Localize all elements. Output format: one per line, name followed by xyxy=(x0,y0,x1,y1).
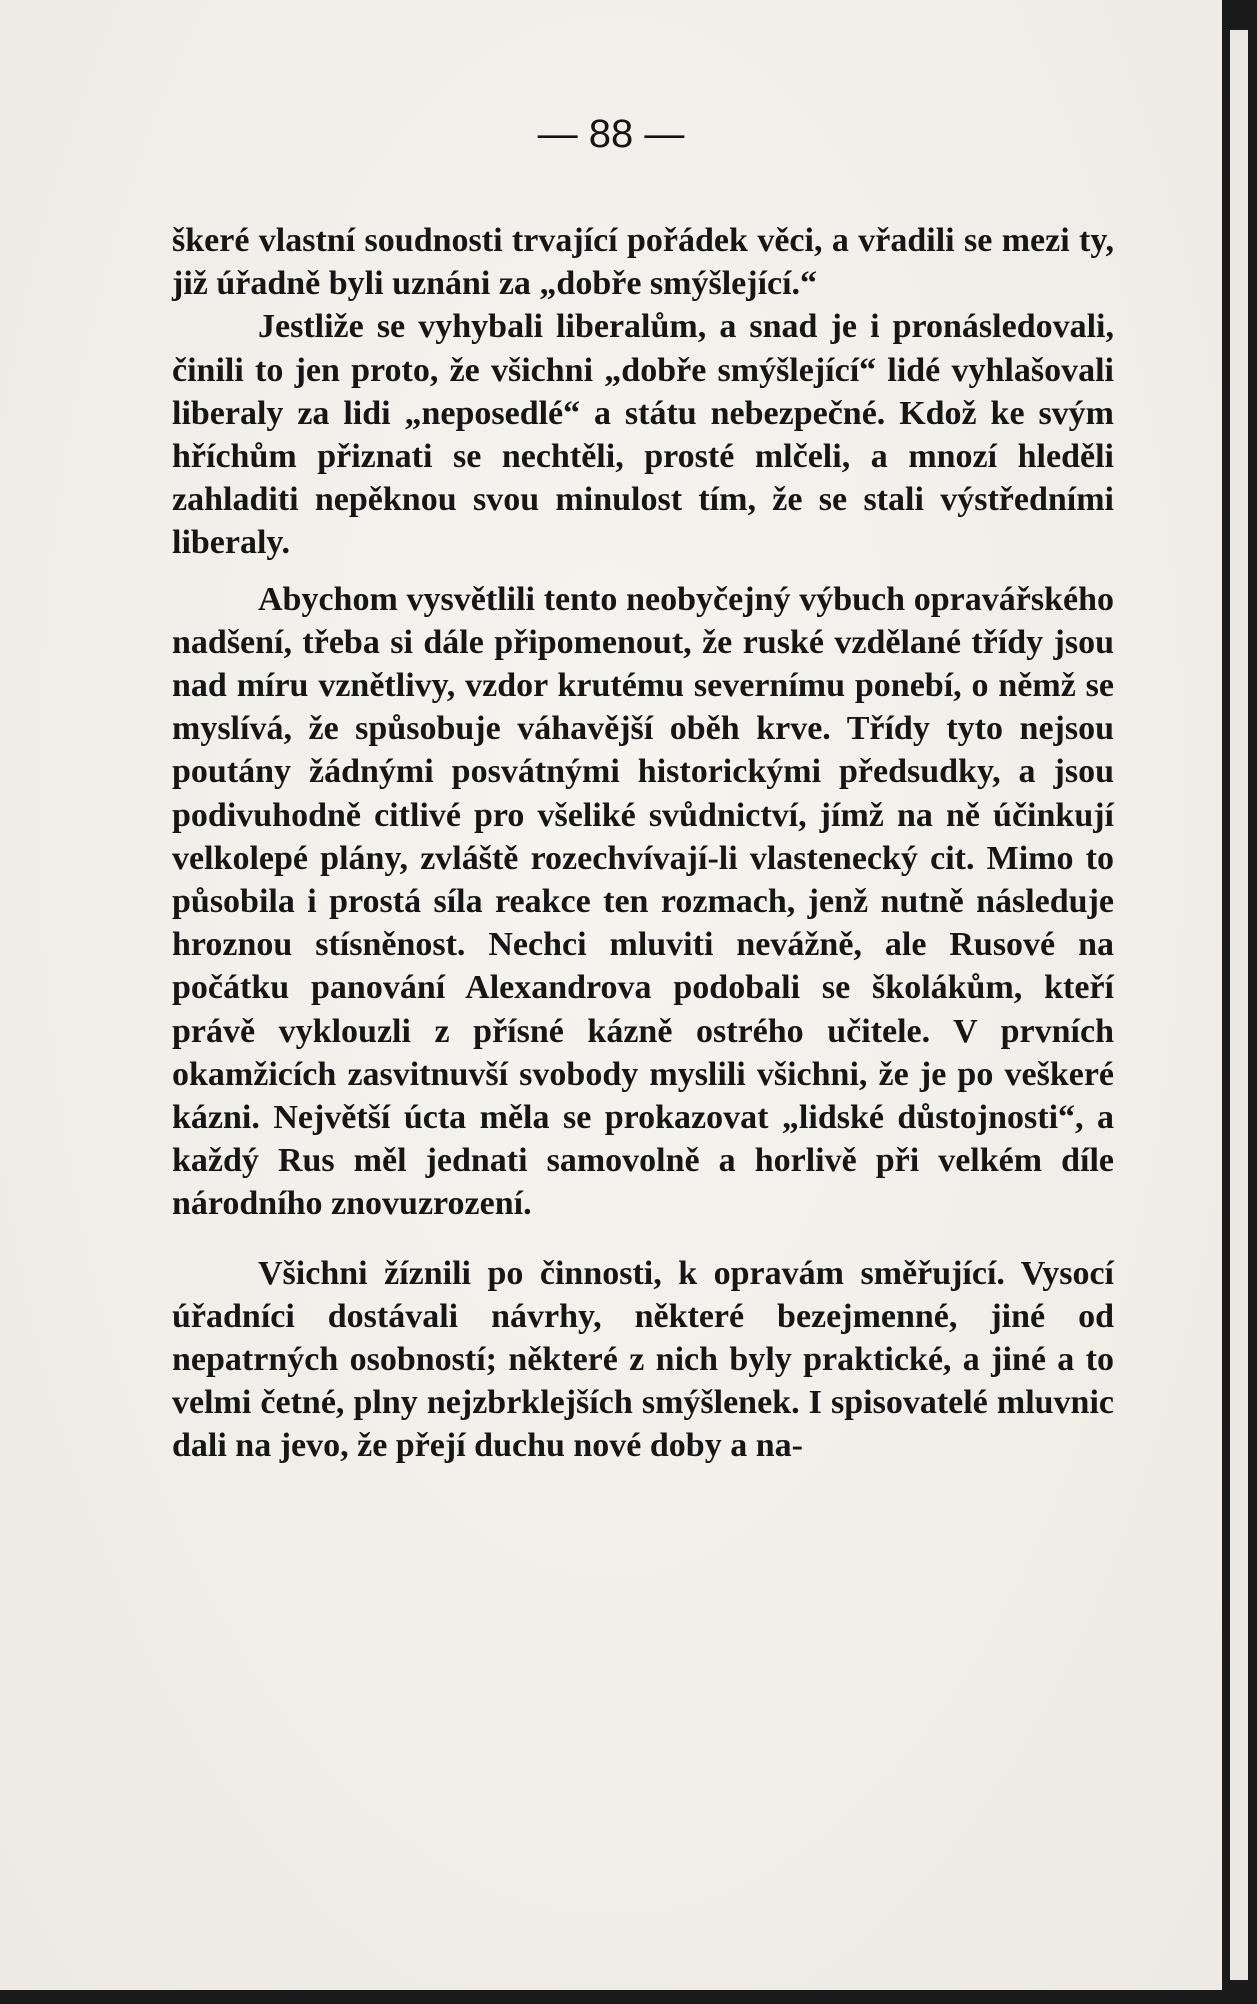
paragraph: Všichni žíznili po činnosti, k opravám směřující. Vysocí úřadníci dostávali návrhy, některé bezejmenné, jiné od nepatrných osobností; některé z nich byly praktické, a jiné a to velmi četné, plny nejzbrklejších smýšlenek. I spisovatelé mluvnic dali na jevo, že přejí duchu nové doby a na- xyxy=(172,1254,1114,1465)
body-text xyxy=(172,219,1114,1468)
page-edge xyxy=(1230,30,1248,1980)
paragraph: Jestliže se vyhybali liberalům, a snad je i pronásledovali, činili to jen proto, že všichni „dobře smýšlející“ lidé vyhlašovali liberaly za lidi „neposedlé“ a státu nebezpečné. Kdož ke svým hříchům přiznati se nechtěli, prosté mlčeli, a mnozí hleděli zahladiti nepěknou svou minulost tím, že se stali výstředními liberaly. xyxy=(172,308,1114,562)
paragraph: Abychom vysvětlili tento neobyčejný výbuch opravářského nadšení, třeba si dále připomenout, že ruské vzdělané třídy jsou nad míru vznětlivy, vzdor krutému severnímu ponebí, o němž se myslívá, že spůsobuje váhavější oběh krve. Třídy tyto nejsou poutány žádnými posvátnými historickými předsudky, a jsou podivuhodně citlivé pro všeliké svůdnictví, jímž na ně účinkují velkolepé plány, zvláště rozechvívají-li vlastenecký cit. Mimo to působila i prostá síla reakce ten rozmach, jenž nutně následuje hroznou stísněnost. Nechci mluviti nevážně, ale Rusové na počátku panování Alexandrova podobali se školákům, kteří právě vyklouzli z přísné kázně ostrého učitele. V prvních okamžicích zasvitnuvší svobody myslili všichni, že je po veškeré kázni. Největší úcta měla se prokazovat „lidské důstojnosti“, a každý Rus měl jednati samovolně a horlivě při velkém díle národního znovuzrození. xyxy=(172,580,1114,1223)
page-number: — 88 — xyxy=(537,112,685,156)
paragraph-continuation: škeré vlastní soudnosti trvající pořádek věci, a vřadili se mezi ty, již úřadně byli uznáni za „dobře smýšlející.“ xyxy=(172,222,1114,303)
